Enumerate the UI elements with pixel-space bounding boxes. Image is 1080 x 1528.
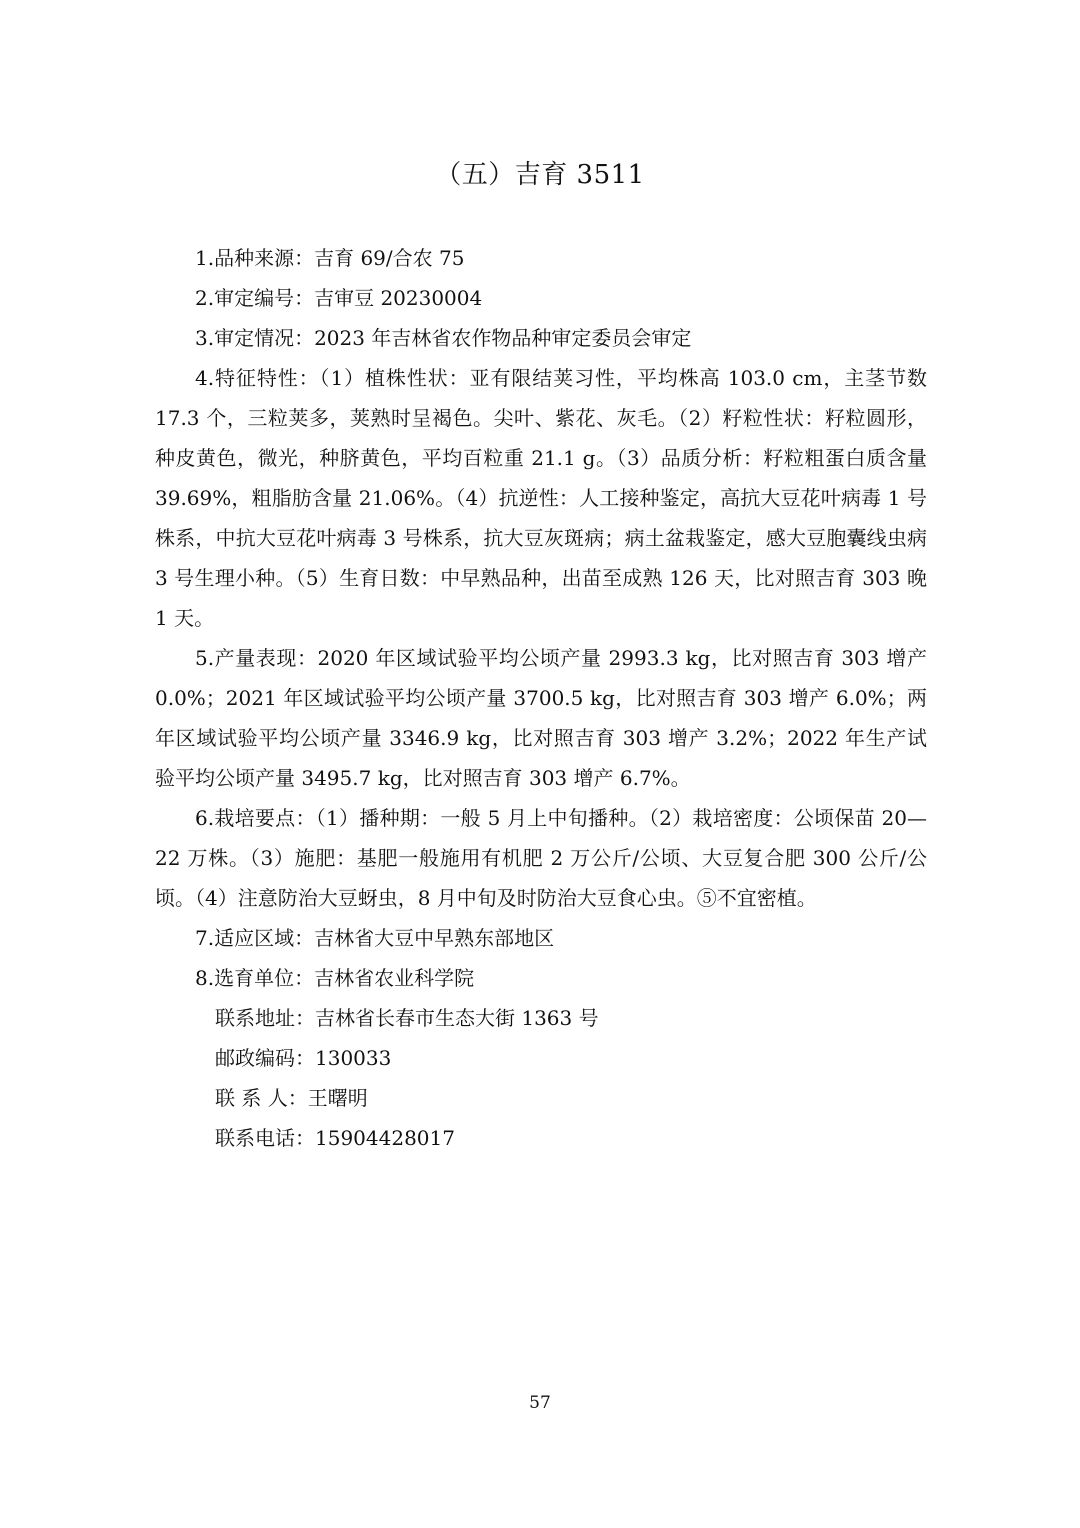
- contact-phone: 联系电话：15904428017: [215, 1126, 455, 1150]
- paragraph-breeding-unit: 8.选育单位：吉林省农业科学院: [195, 966, 475, 990]
- contact-postcode: 邮政编码：130033: [215, 1046, 392, 1070]
- page-number: 57: [529, 1393, 551, 1413]
- paragraph-yield-performance: 5.产量表现：2020 年区域试验平均公顷产量 2993.3 kg，比对照吉育 303 增产 0.0%；2021 年区域试验平均公顷产量 3700.5 kg，比对照吉育 303 增产 6.0%；两年区域试验平均公顷产量 3346.9 kg，比对照吉育 303 增产 3.2%；2022 年生产试验平均公顷产量 3495.7 kg，比对照吉育 303 增产 6.7%。: [155, 646, 927, 790]
- paragraph-characteristics: 4.特征特性：（1）植株性状：亚有限结荚习性，平均株高 103.0 cm，主茎节数 17.3 个，三粒荚多，荚熟时呈褐色。尖叶、紫花、灰毛。（2）籽粒性状：籽粒圆形，种皮黄色，微光，种脐黄色，平均百粒重 21.1 g。（3）品质分析：籽粒粗蛋白质含量 39.69%，粗脂肪含量 21.06%。（4）抗逆性：人工接种鉴定，高抗大豆花叶病毒 1 号株系，中抗大豆花叶病毒 3 号株系，抗大豆灰斑病；病土盆栽鉴定，感大豆胞囊线虫病 3 号生理小种。（5）生育日数：中早熟品种，出苗至成熟 126 天，比对照吉育 303 晚 1 天。: [155, 366, 927, 630]
- paragraph-variety-source: 1.品种来源：吉育 69/合农 75: [195, 246, 465, 270]
- document-body: [155, 238, 927, 1158]
- paragraph-approval-status: 3.审定情况：2023 年吉林省农作物品种审定委员会审定: [195, 326, 692, 350]
- contact-person: 联 系 人：王曙明: [215, 1086, 368, 1110]
- paragraph-adaptation-region: 7.适应区域：吉林省大豆中早熟东部地区: [195, 926, 555, 950]
- paragraph-cultivation-points: 6.栽培要点：（1）播种期：一般 5 月上中旬播种。（2）栽培密度：公顷保苗 20—22 万株。（3）施肥：基肥一般施用有机肥 2 万公斤/公顷、大豆复合肥 300 公斤/公顷。（4）注意防治大豆蚜虫，8 月中旬及时防治大豆食心虫。⑤不宜密植。: [155, 806, 927, 910]
- contact-address: 联系地址：吉林省长春市生态大街 1363 号: [215, 1006, 599, 1030]
- paragraph-approval-number: 2.审定编号：吉审豆 20230004: [195, 286, 483, 310]
- document-title: （五）吉育 3511: [435, 160, 645, 190]
